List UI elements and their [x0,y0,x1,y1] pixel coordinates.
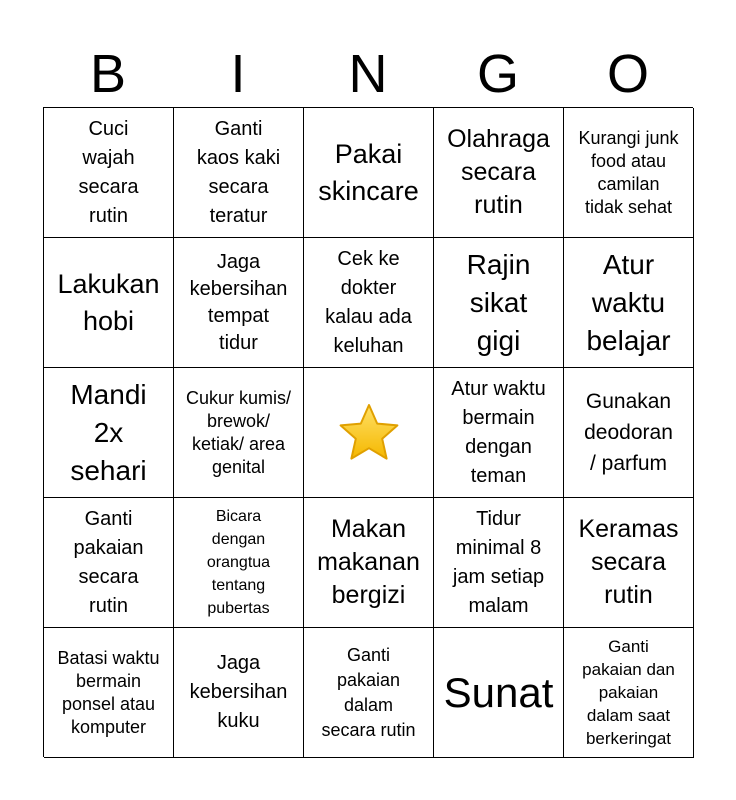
bingo-cell[interactable] [434,108,564,238]
bingo-cell[interactable] [434,628,564,758]
bingo-cell[interactable] [434,238,564,368]
cell-text: Atur waktu belajar [586,248,671,356]
cell-text: Ganti kaos kaki secara teratur [196,117,281,227]
bingo-cell[interactable] [44,498,174,628]
cell-text: Makan makanan bergizi [317,515,420,609]
free-space-cell[interactable] [304,368,434,498]
bingo-cell[interactable] [44,368,174,498]
cell-text: Gunakan deodoran / parfum [584,390,673,475]
bingo-cell[interactable] [44,108,174,238]
bingo-cell[interactable] [304,238,434,368]
cell-text: Bicara dengan orangtua tentang pubertas [206,508,271,617]
bingo-cell[interactable] [564,238,694,368]
cell-text: Ganti pakaian dan pakaian dalam saat berkeringat [582,637,675,748]
bingo-cell[interactable] [304,628,434,758]
bingo-cell[interactable] [304,498,434,628]
bingo-cell[interactable] [564,108,694,238]
cell-text: Olahraga secara rutin [447,125,550,219]
bingo-cell[interactable] [434,498,564,628]
bingo-cell[interactable] [44,238,174,368]
cell-text: Keramas secara rutin [578,515,679,609]
bingo-grid [43,107,693,757]
cell-text: Mandi 2x sehari [70,378,147,486]
bingo-cell[interactable] [564,498,694,628]
header-letter-g: G [476,44,519,104]
cell-text: Ganti pakaian dalam secara rutin [321,644,416,740]
header-letter-o: O [606,44,649,104]
cell-text: Ganti pakaian secara rutin [73,507,144,617]
bingo-cell[interactable] [44,628,174,758]
cell-text: Atur waktu bermain dengan teman [451,377,546,487]
cell-text: Sunat [443,668,554,716]
bingo-cell[interactable] [174,238,304,368]
bingo-cell[interactable] [564,628,694,758]
header-letter-n: N [348,44,388,104]
cell-text: Cuci wajah secara rutin [78,117,139,227]
bingo-cell[interactable] [174,498,304,628]
cell-text: Kurangi junk food atau camilan tidak sehat [578,127,679,217]
bingo-cell[interactable] [564,368,694,498]
cell-text: Cukur kumis/ brewok/ ketiak/ area genital [185,387,292,477]
cell-text: Rajin sikat gigi [466,248,531,356]
bingo-cell[interactable] [174,368,304,498]
header-letter-i: I [230,44,246,104]
cell-text: Tidur minimal 8 jam setiap malam [452,507,545,617]
star-icon [337,401,401,465]
cell-text: Jaga kebersihan kuku [189,652,288,732]
cell-text: Jaga kebersihan tempat tidur [189,250,288,354]
bingo-header [43,40,693,108]
cell-text: Batasi waktu bermain ponsel atau komputer [57,647,160,737]
bingo-cell[interactable] [174,628,304,758]
cell-text: Cek ke dokter kalau ada keluhan [325,247,412,357]
cell-text: Pakai skincare [318,138,419,206]
bingo-cell[interactable] [174,108,304,238]
header-letter-b: B [89,44,127,104]
cell-text: Lakukan hobi [57,268,160,336]
bingo-cell[interactable] [434,368,564,498]
bingo-cell[interactable] [304,108,434,238]
